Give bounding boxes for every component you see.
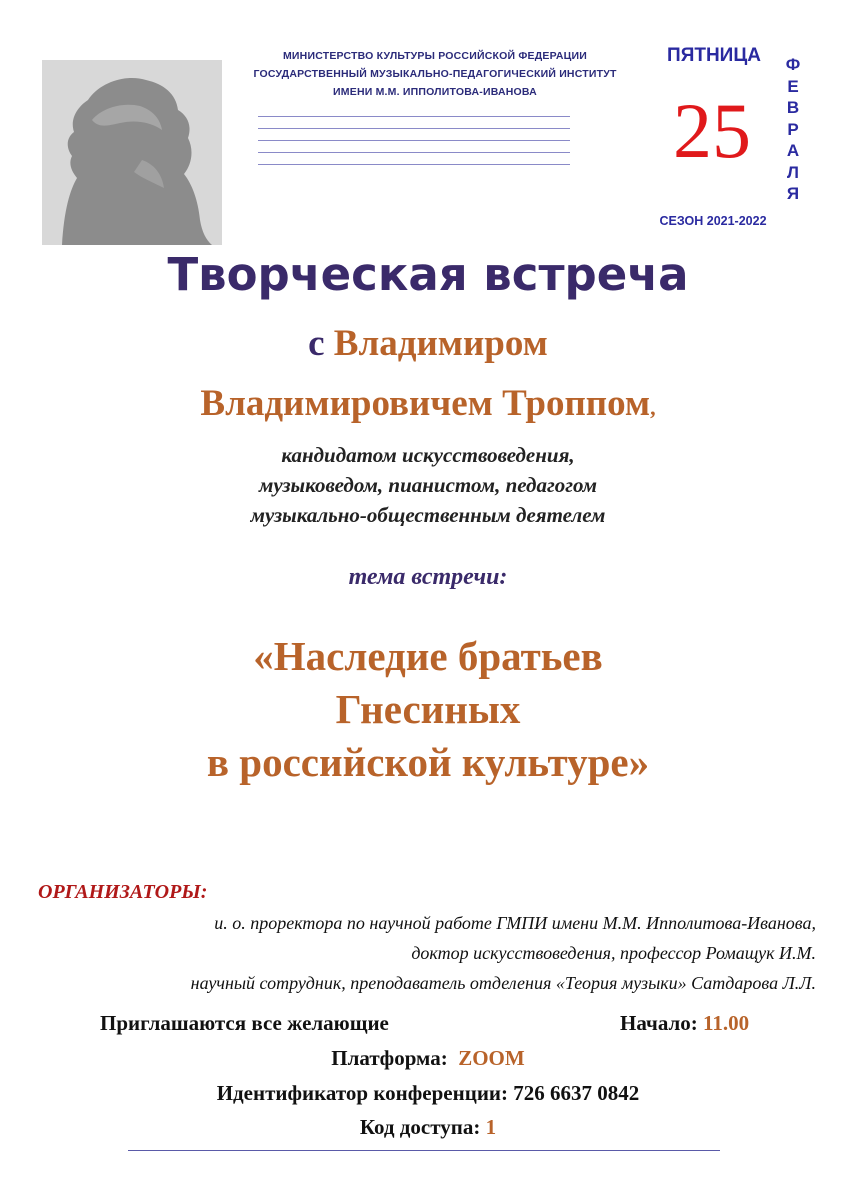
divider-line xyxy=(258,140,570,141)
portrait-image xyxy=(42,60,222,245)
organizers-heading: ОРГАНИЗАТОРЫ: xyxy=(38,881,208,903)
topic-label: тема встречи: xyxy=(348,564,508,590)
organizer-line: научный сотрудник, преподаватель отделения «Теория музыки» Сатдарова Л.Л. xyxy=(190,973,816,993)
guest-first-name: Владимиром xyxy=(333,323,548,364)
divider-line xyxy=(258,164,570,165)
guest-name-line1 xyxy=(0,322,856,365)
organizer-line: и. о. проректора по научной работе ГМПИ имени М.М. Ипполитова-Иванова, xyxy=(214,913,816,933)
topic-line: «Наследие братьев xyxy=(253,633,603,679)
divider-line xyxy=(258,116,570,117)
month-letter: Я xyxy=(786,184,800,203)
guest-description xyxy=(0,440,856,530)
organizer-line: доктор искусствоведения, профессор Ромащук И.М. xyxy=(411,943,816,963)
month-letter: Л xyxy=(787,162,799,182)
start-label: Начало: xyxy=(620,1011,698,1035)
portrait-silhouette-icon xyxy=(42,60,222,245)
month-letter: В xyxy=(786,98,800,117)
topic-line: Гнесиных xyxy=(335,686,521,732)
divider-line xyxy=(258,128,570,129)
guest-patronymic-surname: Владимировичем Троппом xyxy=(200,383,651,424)
name-comma: , xyxy=(650,395,656,420)
start-time xyxy=(620,1011,749,1036)
ministry-line: МИНИСТЕРСТВО КУЛЬТУРЫ РОССИЙСКОЙ ФЕДЕРАЦИИ xyxy=(282,50,588,62)
bottom-divider xyxy=(128,1150,720,1151)
day-number: 25 xyxy=(673,87,751,174)
conference-id: Идентификатор конференции: 726 6637 0842 xyxy=(216,1081,640,1105)
weekday-label: ПЯТНИЦА xyxy=(667,45,761,66)
month-vertical xyxy=(782,54,804,205)
divider-line xyxy=(258,152,570,153)
preposition: с xyxy=(308,323,325,364)
platform-value: ZOOM xyxy=(458,1046,525,1070)
invite-text: Приглашаются все желающие xyxy=(100,1011,389,1035)
description-line: музыкально-общественным деятелем xyxy=(250,503,606,527)
platform-label: Платформа: xyxy=(331,1046,448,1070)
description-line: музыковедом, пианистом, педагогом xyxy=(258,473,598,497)
season-label: СЕЗОН 2021-2022 xyxy=(659,214,767,228)
named-after-line: ИМЕНИ М.М. ИППОЛИТОВА-ИВАНОВА xyxy=(333,86,537,98)
institute-line: ГОСУДАРСТВЕННЫЙ МУЗЫКАЛЬНО-ПЕДАГОГИЧЕСКИЙ ИНСТИТУТ xyxy=(253,68,617,80)
event-title: Творческая встреча xyxy=(167,248,689,301)
access-label: Код доступа: xyxy=(359,1115,481,1139)
topic-line: в российской культуре» xyxy=(206,739,650,785)
month-letter: Е xyxy=(787,76,799,96)
access-code-line xyxy=(0,1115,856,1140)
month-letter: А xyxy=(786,141,800,160)
topic-title xyxy=(0,630,856,789)
platform-line xyxy=(0,1046,856,1071)
guest-name-line2 xyxy=(0,382,856,425)
month-letter: Ф xyxy=(785,55,801,74)
description-line: кандидатом искусствоведения, xyxy=(281,443,575,467)
start-value: 11.00 xyxy=(703,1011,750,1035)
access-value: 1 xyxy=(485,1115,497,1139)
month-letter: Р xyxy=(787,119,799,139)
